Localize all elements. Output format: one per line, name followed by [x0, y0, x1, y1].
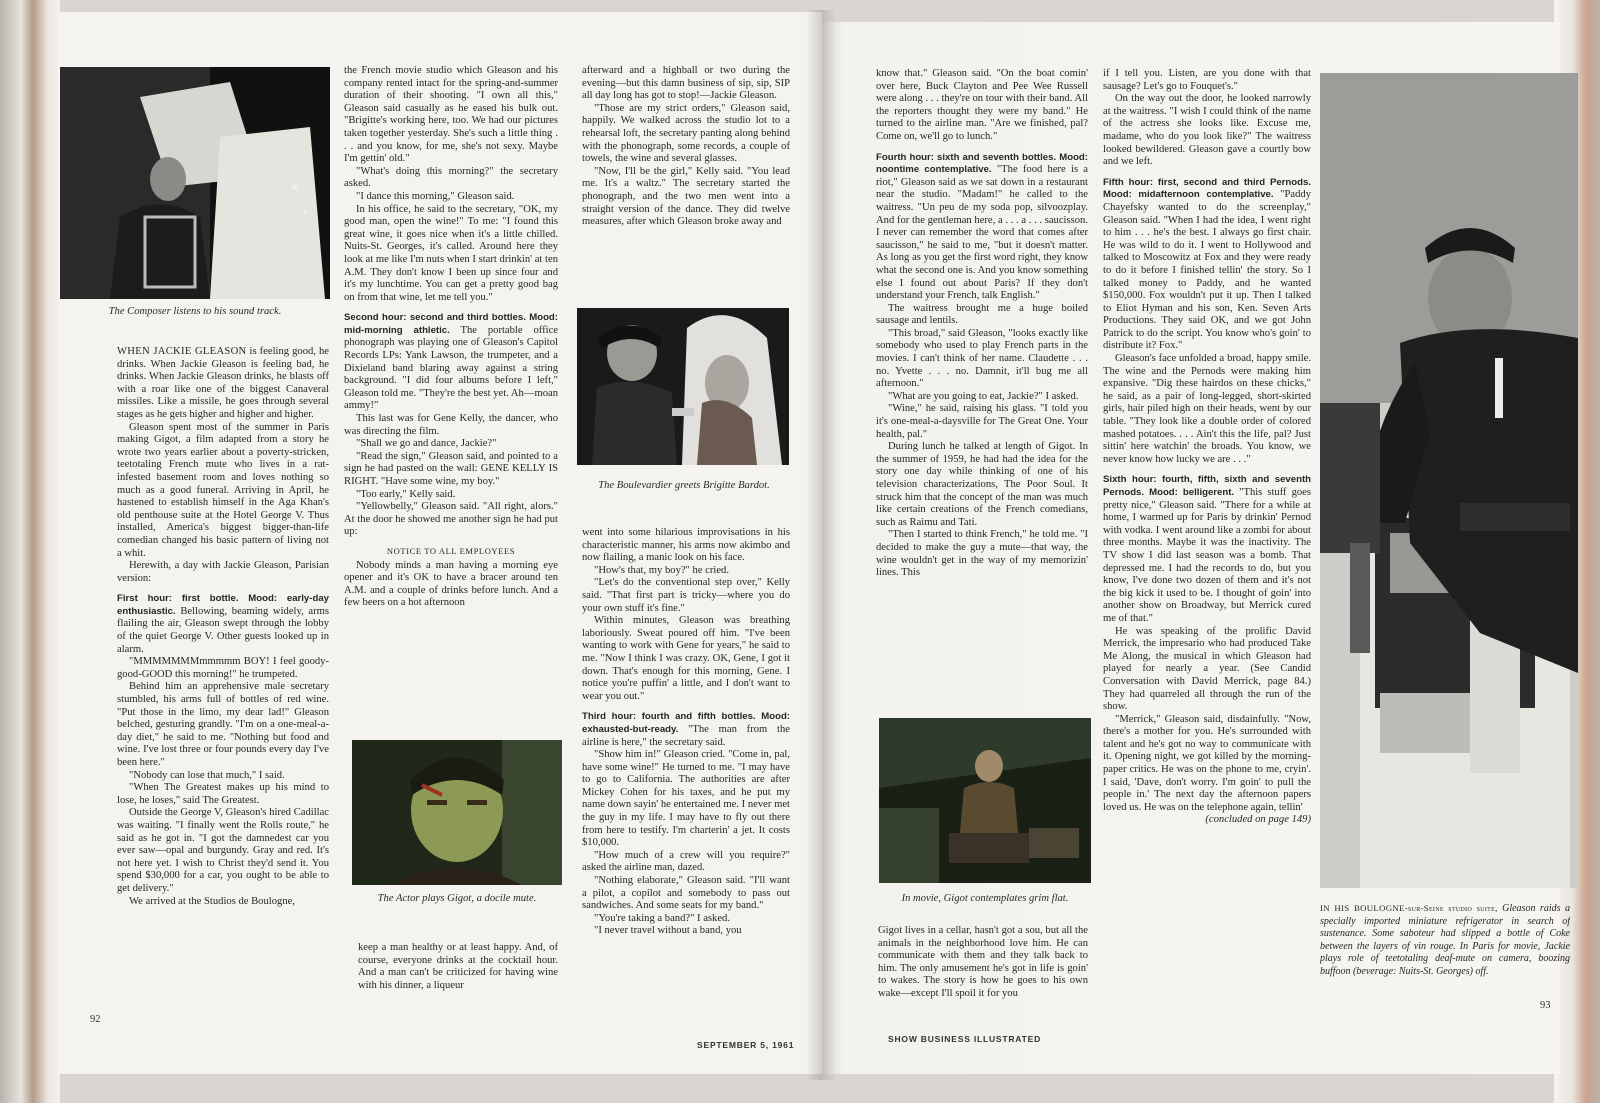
continued-note: (concluded on page 149) [1205, 814, 1311, 826]
col5-para-3 [1103, 177, 1311, 353]
caption-movie: In movie, Gigot contemplates grim flat. [901, 893, 1069, 904]
col1-lead-smallcaps: WHEN JACKIE GLEASON [117, 346, 247, 357]
col5-para-2: On the way out the door, he looked narrowly at the waitress. "I wish I could think of the name of the actress she looks like. Excuse me, madame, who do you look like?" The waitress looked bewildered. Gleason gave a courtly bow and we left. [1103, 93, 1311, 168]
col2-para-12: keep a man healthy or at least happy. And, of course, everyone drinks at the cocktail hour. And a man can't be criticized for having wine with his dinner, a liqueur [358, 942, 558, 991]
section-head-first-hour: First hour: first bottle. Mood: early-day enthusiastic. [117, 593, 329, 617]
col2-para-11: Nobody minds a man having a morning eye opener and it's OK to have a bracer around ten A.M. and a couple of drinks before lunch. And a few beers on a hot afternoon [344, 559, 558, 609]
photo-refrigerator [1320, 73, 1578, 888]
col2-para-8: "Read the sign," Gleason said, and pointed to a sign he had pasted on the wall: GENE KELLY IS RIGHT. "Have some wine, my boy." [344, 450, 558, 487]
col1-para-9: Outside the George V, Gleason's hired Cadillac was waiting. "I finally went the Rolls route," he said as he got in. "I got the damnedest car you ever saw—opal and burgundy. Gray and red. It's not here yet. I wish to Christ they'd send it. You spend $30,000 for a car, you ought to be able to get delivery." [117, 807, 329, 894]
photo-composer-image [60, 67, 330, 299]
col5-para-1: if I tell you. Listen, are you done with that sausage? Let's go to Fouquet's." [1103, 68, 1311, 92]
photo-composer [60, 67, 330, 299]
col3-para-10: "How much of a crew will you require?" asked the airline man, dazed. [582, 849, 790, 874]
page-stack-left [0, 0, 60, 1103]
column-1 [117, 346, 329, 1006]
photo-refrigerator-image [1320, 73, 1578, 888]
col2-para-9: "Too early," Kelly said. [356, 488, 456, 500]
section-head-second-hour: Second hour: second and third bottles. Mood: mid-morning athletic. [344, 312, 558, 336]
col4-para-6: "Wine," he said, raising his glass. "I told you it's one-meal-a-daysville for The Great One. Your health, pal." [876, 403, 1088, 440]
col3-para-4: went into some hilarious improvisations in his characteristic manner, his arms now akimbo and now flailing, a manic look on his face. [582, 527, 790, 564]
section-head-fifth-hour: Fifth hour: first, second and third Pernods. Mood: midafternoon contemplative. [1103, 176, 1311, 201]
col1-para-10: We arrived at the Studios de Boulogne, [129, 895, 295, 907]
footer-date: SEPTEMBER 5, 1961 [697, 1040, 795, 1050]
col1-para-6: Behind him an apprehensive male secretary stumbled, his arms full of bottles of red wine. "Put those in the limo, my dear lad!" Gleason belched, gesturing grandly. "I'm on a one-meal-a-day diet," he said to me. "Nothing but food and wine. I've lost three or four pounds every day I've been here." [117, 681, 329, 768]
col3-para-12: "You're taking a band?" I asked. [594, 912, 730, 924]
col1-para-3: Herewith, a day with Jackie Gleason, Parisian version: [117, 560, 329, 584]
col3-para-6: "Let's do the conventional step over," Kelly said. "That first part is tricky—where you do your own stuff it's fine." [582, 577, 790, 614]
col4-para-2 [876, 152, 1088, 303]
caption-refrigerator-para [1320, 902, 1570, 979]
col3-para-9: "Show him in!" Gleason cried. "Come in, pal, have some wine!" He turned to me. "I may have to go to California. The authorities are after Mickey Cohen for his taxes, and he put my name down sayin' he entertained me. I never met the guy in my life. I may have to fly out there from here to testify. I'm charterin' a jet. It costs $10,000. [582, 749, 790, 849]
col1-para-7: "Nobody can lose that much," I said. [129, 769, 285, 781]
col3-para-8 [582, 711, 790, 749]
col5-para-7: "Merrick," Gleason said, disdainfully. "Now, there's a mother for you. He's surrounded with talent and he's got no way to communicate with it. Opening night, we got killed by the morning-paper critics. He was on the phone to me, cryin'. I said, 'Dave, don't worry. I'm goin' to pull the people in.' The next day the afternoon papers loved us. He was on the telephone again, tellin' [1103, 713, 1311, 813]
col3-para-7: Within minutes, Gleason was breathing laboriously. Sweat poured off him. "I've been wanting to work with Gene for years," he said to me. "Now I think I was crazy. OK, Gene, I got it down. That's enough for this morning, Gene. I notice you're puffin' a little, and I don't want to wear you out." [582, 615, 790, 702]
caption-actor: The Actor plays Gigot, a docile mute. [377, 893, 537, 904]
spine-gutter [806, 10, 836, 1080]
col2-para-4: In his office, he said to the secretary, "OK, my good man, open the wine!" To me: "I found this great wine, it goes nice when it's a little chilled. Nuits-St. Georges, it's called. Around here they look at me like I'm nuts when I start drinkin' at ten A.M. They don't know I been up since four and it's my lunchtime. You can get a pretty good bag on from that wine, let me tell you." [344, 203, 558, 303]
col4-para-4: "This broad," said Gleason, "looks exactly like somebody who used to play French parts in the movies. I can't think of her name. Claudette . . . no. Yvette . . . no. Damnit, it'll bug me all afternoon." [876, 327, 1088, 390]
col3-para-11: "Nothing elaborate," Gleason said. "I'll want a pilot, a copilot and somebody to pass out sandwiches. And some seats for my band." [582, 875, 790, 912]
col1-para-4-text: Bellowing, beaming widely, arms flailing the air, Gleason swept through the lobby of the quiet George V. Other guests looked up in alarm. [117, 605, 329, 655]
col1-para-2: Gleason spent most of the summer in Paris making Gigot, a film adapted from a story he wrote two years earlier about a poverty-stricken, teetotaling French mute who lives in a rat-infested basement room and loves nothing so much as a good funeral. Arriving in April, he hastened to establish himself in the Aga Khan's old penthouse suite at the Hotel George V. Thus installed, America's biggest bigger-than-life comedian changed his basic pattern of living not a whit. [117, 421, 329, 559]
col1-para-8: "When The Greatest makes up his mind to lose, he loses," said The Greatest. [117, 782, 329, 806]
notice-heading: NOTICE TO ALL EMPLOYEES [386, 545, 516, 556]
col1-para-4 [117, 593, 329, 656]
col1-para-5: "MMMMMMMmmmmm BOY! I feel goody-good-GOOD this morning!" he trumpeted. [117, 656, 329, 680]
col3-para-2: "Those are my strict orders," Gleason said, happily. We walked across the studio lot to a rehearsal loft, the secretary panting along behind with the phonograph, some records, a couple of towels, the wine and several glasses. [582, 102, 790, 165]
col4-para-9: Gigot lives in a cellar, hasn't got a sou, but all the animals in the neighborhood love him. He can communicate with them and they talk back to him. The only amusement he's got in life is goin' to wakes. The story is how he goes to his own wake—except I'll spoil it for you [878, 925, 1088, 999]
col4-para-3: The waitress brought me a huge boiled sausage and lentils. [876, 302, 1088, 327]
page-number-right: 93 [1540, 1000, 1551, 1011]
col5-para-4: Gleason's face unfolded a broad, happy smile. The wine and the Pernods were making him expansive. "Dig these hairdos on these chicks," he said, as a pair of long-legged, short-skirted girls, hair piled high on their heads, went by our table. "They look like a double order of colored mashed potatoes. . . . Ain't this the life, pal? Just sittin' here watchin' the broads. You know, we never know how lucky we are . . ." [1103, 353, 1311, 465]
col2-para-5-text: The portable office phonograph was playing one of Gleason's Capitol Records LPs: Yank Lawson, the trumpeter, and a Dixieland band blaring away against a string background. "I did four albums before I left," Gleason told me. "They're the best yet. Ah—moan ammy!" [344, 324, 558, 412]
page-number-left: 92 [90, 1014, 101, 1025]
caption-refrigerator [1320, 902, 1570, 1012]
col3-para-13: "I never travel without a band, you [594, 925, 742, 937]
col4-para-5: "What are you going to eat, Jackie?" I asked. [888, 390, 1079, 402]
column-5 [1103, 68, 1311, 1018]
column-3-top [582, 65, 790, 291]
photo-movie-image [879, 718, 1091, 883]
footer-magazine-title: SHOW BUSINESS ILLUSTRATED [888, 1034, 1042, 1044]
col2-para-3: "I dance this morning," Gleason said. [356, 190, 515, 202]
col2-para-6: This last was for Gene Kelly, the dancer, who was directing the film. [344, 413, 558, 437]
caption-refrigerator-body: Gleason raids a specially imported miniature refrigerator in search of sustenance. Some saboteur had slipped a bottle of Coke between the layers of vin rouge. In Paris for movie, Jackie plays role of teetotaling deaf-mute on camera, boozing buffoon (beverage: Nuits-St. Georges) off. [1320, 903, 1570, 977]
col2-para-5 [344, 312, 558, 413]
col5-para-3-text: "Paddy Chayefsky wanted to do the screenplay," Gleason said. "When I had the idea, I went right to him . . . he's the best. I always go first chair. He was wild to do it. I went to Hollywood and talked to Moscowitz at Fox and they were ready to do it before I finished tellin' the story. So I talked money to Paddy, and he wanted $150,000. Fox wouldn't put it up. Then I talked to Eliot Hyman and his son, Ken. Seven Arts Productions. They said OK, and we got John Patrick to do the script. You know who's goin' to distribute it? Fox." [1103, 189, 1311, 352]
column-2 [344, 65, 558, 717]
photo-actor-image [352, 740, 562, 885]
column-2-bottom [358, 942, 558, 1008]
column-4-bottom [878, 925, 1088, 1023]
section-head-fourth-hour: Fourth hour: sixth and seventh bottles. Mood: noontime contemplative. [876, 151, 1088, 176]
col2-para-1: the French movie studio which Gleason and his company rented intact for the spring-and-summer duration of their shooting. "I own all this," Gleason said casually as he eased his bulk out. "Brigitte's working here, too. We had our pictures taken together yesterday. She's such a little thing . . . and you know, for me, she's not sexy. Maybe I'm gettin' old." [344, 65, 558, 165]
photo-boulevardier [577, 308, 789, 465]
section-head-third-hour: Third hour: fourth and fifth bottles. Mood: exhausted-but-ready. [582, 711, 790, 735]
col2-para-2: "What's doing this morning?" the secretary asked. [344, 165, 558, 190]
col4-para-2-text: "The food here is a riot," Gleason said as we sat down in a restaurant near the studio. "Madam!" he called to the waitress. "Un peu de my soda pop, silvoozplay. And for the gentleman here, a . . . a . . . saucisson. I never can remember the word that comes after saucisson," he said to me, "but it doesn't matter. As long as you get the first word right, they know what the second one is. And you know something else I found out about Paris? If they don't understand your French, talk English." [876, 164, 1088, 302]
col2-para-10: "Yellowbelly," Gleason said. "All right, alors." At the door he showed me another sign he had put up: [344, 501, 558, 538]
col2-para-7: "Shall we go and dance, Jackie?" [356, 438, 497, 450]
photo-actor [352, 740, 562, 885]
col5-para-5-text: "This stuff goes pretty nice," Gleason said. "There for a while at home, I warmed up for Paris by drinkin' Pernod with vodka. I went around like a zombi for about three months. Maybe it was the inactivity. The TV show I did last season was a bomb. That depressed me. I had the records to do, but you know, I've done two dozen of them and it's not the big kick it used to be. I thought of goin' into another show on Broadway, but Merrick cured me of that." [1103, 487, 1311, 624]
col4-para-1: know that." Gleason said. "On the boat comin' over here, Buck Clayton and Pee Wee Russell were along . . . they're on tour with their band. All the reporters thought they were my band." He turned to the airline man. "Are we finished, pal? Come on, we'll go to lunch." [876, 68, 1088, 142]
col1-para-1 [117, 346, 329, 422]
caption-refrigerator-lead: IN HIS BOULOGNE-sur-Seine studio suite, [1320, 903, 1498, 913]
col5-para-5 [1103, 474, 1311, 625]
col1-para-1-text: is feeling good, he drinks. When Jackie Gleason is feeling bad, he drinks. When Jackie Gleason drinks, he blasts off with a roar like one of the biggest Canaveral missiles. Like a missile, he goes through several stages as he gets higher and higher and higher. [117, 346, 329, 420]
col3-para-1: afterward and a highball or two during the evening—but this damn business of sip, sip, SIP all day long has got to stop!—Jackie Gleason. [582, 65, 790, 102]
section-head-sixth-hour: Sixth hour: fourth, fifth, sixth and seventh Pernods. Mood: belligerent. [1103, 474, 1311, 498]
col4-para-7: During lunch he talked at length of Gigot. In the summer of 1959, he had had the idea for the story one day while thinking of one of his television characterizations, The Poor Soul. It struck him that the concept of the man was much like certain creations of the French comedians, such as Raimu and Tati. [876, 441, 1088, 528]
col3-para-3: "Now, I'll be the girl," Kelly said. "You lead me. It's a waltz." The secretary started the phonograph, and the two men went into a straight version of the dance. They did twelve measures, after which Gleason broke away and [582, 165, 790, 228]
caption-composer: The Composer listens to his sound track. [108, 306, 282, 317]
col3-para-5: "How's that, my boy?" he cried. [594, 564, 730, 576]
photo-movie [879, 718, 1091, 883]
column-3-bottom [582, 527, 790, 1022]
col3-para-8-text: "The man from the airline is here," the secretary said. [582, 723, 790, 748]
col5-para-6: He was speaking of the prolific David Merrick, the impresario who had produced Take Me Along, the musical in which Gleason had played for nearly a year. (See Candid Conversation with David Merrick, page 84.) They had quarreled all through the run of the show. [1103, 625, 1311, 713]
photo-boulevardier-image [577, 308, 789, 465]
caption-boulevardier: The Boulevardier greets Brigitte Bardot. [598, 480, 770, 491]
column-4 [876, 68, 1088, 708]
col4-para-8: "Then I started to think French," he told me. "I decided to make the guy a mute—that way, the wine wouldn't get in the way of my memorizin' lines. This [876, 529, 1088, 579]
